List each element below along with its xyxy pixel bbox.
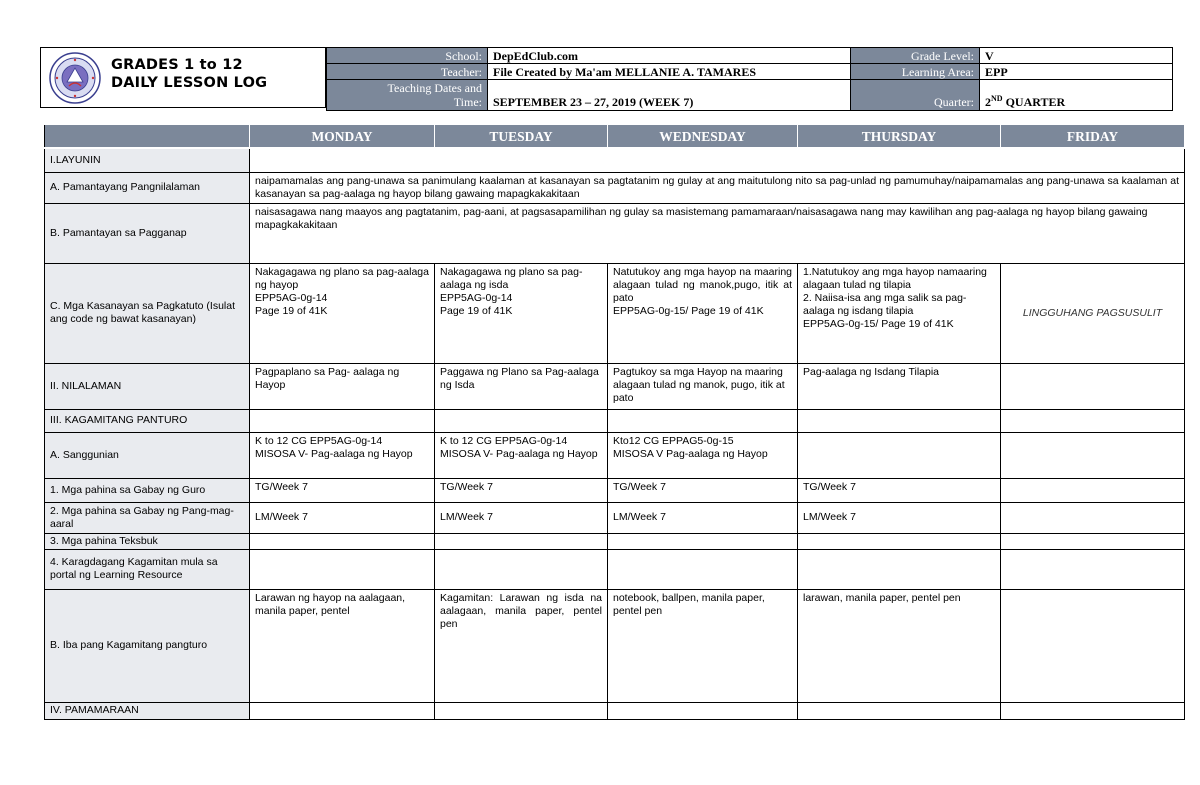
header-info-table (326, 47, 1173, 111)
kasanayan-wednesday-text: Natutukoy ang mga hayop na maaring alagaan tulad ng manok,pugo, itik at pato (613, 265, 792, 304)
row-label-teksbuk: 3. Mga pahina Teksbuk (45, 533, 250, 549)
teaching-dates-label (327, 80, 488, 111)
kasanayan-thursday-item2: 2. Naiisa-isa ang mga salik sa pag-aalaga ng isdang tilapia (803, 291, 967, 317)
teacher-value: File Created by Ma'am MELLANIE A. TAMARES (488, 64, 851, 80)
empty-cell (798, 533, 1001, 549)
kasanayan-wednesday-code: EPP5AG-0g-15/ Page 19 of 41K (613, 304, 764, 317)
row-label-pamamaraan: IV. PAMAMARAAN (45, 702, 250, 719)
teaching-dates-label-line2: Time: (453, 95, 482, 109)
kasanayan-tuesday-text: Nakagagawa ng plano sa pag-aalaga ng isda (440, 265, 583, 291)
quarter-number: 2 (985, 95, 991, 109)
pamantayan-sa-pagganap-text (250, 203, 1185, 263)
sanggunian-wednesday-line1: Kto12 CG EPPAG5-0g-15 (613, 434, 734, 447)
gabay-mag-aaral-monday: LM/Week 7 (250, 502, 435, 533)
layunin-content (250, 148, 1185, 172)
learning-area-value: EPP (980, 64, 1173, 80)
sanggunian-wednesday-line2: MISOSA V Pag-aalaga ng Hayop (613, 447, 768, 460)
grade-level-value: V (980, 48, 1173, 64)
empty-cell (1001, 502, 1185, 533)
sanggunian-tuesday (435, 432, 608, 478)
empty-cell (435, 702, 608, 719)
table-row (45, 263, 1185, 363)
sanggunian-monday-line2: MISOSA V- Pag-aalaga ng Hayop (255, 447, 413, 460)
day-header-row (45, 125, 1185, 149)
row-label-gabay-mag-aaral: 2. Mga pahina sa Gabay ng Pang-mag-aaral (45, 502, 250, 533)
sanggunian-monday-line1: K to 12 CG EPP5AG-0g-14 (255, 434, 383, 447)
nilalaman-tuesday: Paggawa ng Plano sa Pag-aalaga ng Isda (435, 363, 608, 409)
table-row (45, 148, 1185, 172)
row-label-gabay-guro: 1. Mga pahina sa Gabay ng Guro (45, 478, 250, 502)
kasanayan-wednesday (608, 263, 798, 363)
empty-cell (798, 549, 1001, 589)
empty-cell (435, 549, 608, 589)
empty-cell (1001, 533, 1185, 549)
day-header-friday: FRIDAY (1001, 125, 1185, 149)
kasanayan-tuesday-page: Page 19 of 41K (440, 304, 513, 317)
kasanayan-thursday-item1: 1.Natutukoy ang mga hayop namaaring alagaan tulad ng tilapia (803, 265, 987, 291)
sanggunian-wednesday (608, 432, 798, 478)
empty-cell (608, 533, 798, 549)
sanggunian-tuesday-line2: MISOSA V- Pag-aalaga ng Hayop (440, 447, 598, 460)
empty-cell (798, 702, 1001, 719)
gabay-mag-aaral-tuesday: LM/Week 7 (435, 502, 608, 533)
teaching-dates-value: SEPTEMBER 23 – 27, 2019 (WEEK 7) (488, 80, 851, 111)
day-header-tuesday: TUESDAY (435, 125, 608, 149)
school-label: School: (327, 48, 488, 64)
gabay-guro-tuesday: TG/Week 7 (435, 478, 608, 502)
gabay-guro-wednesday: TG/Week 7 (608, 478, 798, 502)
empty-cell (798, 432, 1001, 478)
day-header-thursday: THURSDAY (798, 125, 1001, 149)
empty-cell (250, 409, 435, 432)
nilalaman-thursday: Pag-aalaga ng Isdang Tilapia (798, 363, 1001, 409)
quarter-suffix: ND (991, 94, 1003, 103)
kasanayan-monday-page: Page 19 of 41K (255, 304, 328, 317)
quarter-value (980, 80, 1173, 111)
empty-cell (1001, 432, 1185, 478)
row-label-kagamitang-panturo: III. KAGAMITANG PANTURO (45, 409, 250, 432)
kasanayan-tuesday (435, 263, 608, 363)
kasanayan-monday-code: EPP5AG-0g-14 (255, 291, 328, 304)
row-label-iba-pang-kagamitan: B. Iba pang Kagamitang pangturo (45, 589, 250, 702)
teacher-label: Teacher: (327, 64, 488, 80)
kasanayan-tuesday-code: EPP5AG-0g-14 (440, 291, 513, 304)
empty-cell (1001, 589, 1185, 702)
pagganap-text-part2: mapagkakakitaan (255, 218, 338, 231)
iba-kagamitan-tuesday: Kagamitan: Larawan ng isda na aalagaan, manila paper, pentel pen (435, 589, 608, 702)
log-title-line1: GRADES 1 to 12 (111, 57, 243, 73)
iba-kagamitan-monday: Larawan ng hayop na aalagaan, manila paper, pentel (250, 589, 435, 702)
empty-cell (250, 549, 435, 589)
school-value: DepEdClub.com (488, 48, 851, 64)
quarter-word: QUARTER (1002, 95, 1066, 109)
iba-kagamitan-thursday: larawan, manila paper, pentel pen (798, 589, 1001, 702)
kasanayan-monday (250, 263, 435, 363)
header-title-box (40, 47, 326, 108)
row-label-sanggunian: A. Sanggunian (45, 432, 250, 478)
deped-seal-icon (49, 52, 101, 104)
row-label-karagdagang-kagamitan: 4. Karagdagang Kagamitan mula sa portal ng Learning Resource (45, 549, 250, 589)
empty-cell (435, 409, 608, 432)
table-row (45, 409, 1185, 432)
table-row (45, 549, 1185, 589)
empty-cell (1001, 478, 1185, 502)
kasanayan-monday-text: Nakagagawa ng plano sa pag-aalaga ng hayop (255, 265, 429, 291)
grade-level-label: Grade Level: (851, 48, 980, 64)
table-row (45, 478, 1185, 502)
quarter-label: Quarter: (851, 80, 980, 111)
gabay-mag-aaral-wednesday: LM/Week 7 (608, 502, 798, 533)
empty-cell (608, 409, 798, 432)
nilalaman-monday: Pagpaplano sa Pag- aalaga ng Hayop (250, 363, 435, 409)
iba-kagamitan-wednesday: notebook, ballpen, manila paper, pentel pen (608, 589, 798, 702)
table-row (45, 203, 1185, 263)
corner-cell (45, 125, 250, 149)
sanggunian-tuesday-line1: K to 12 CG EPP5AG-0g-14 (440, 434, 568, 447)
kasanayan-thursday (798, 263, 1001, 363)
learning-area-label: Learning Area: (851, 64, 980, 80)
empty-cell (250, 702, 435, 719)
empty-cell (608, 549, 798, 589)
gabay-guro-thursday: TG/Week 7 (798, 478, 1001, 502)
empty-cell (435, 533, 608, 549)
table-row (45, 702, 1185, 719)
nilalaman-friday (1001, 363, 1185, 409)
table-row (45, 432, 1185, 478)
day-header-wednesday: WEDNESDAY (608, 125, 798, 149)
pagganap-text-part1: naisasagawa nang maayos ang pagtatanim, pag-aani, at pagsasapamilihan ng gulay sa masistemang pamamaraan/naisasagawa nang may kawilihan ang pag-aalaga ng hayop bilang gawaing (255, 205, 1148, 218)
row-label-layunin: I.LAYUNIN (45, 148, 250, 172)
table-row (45, 533, 1185, 549)
nilalaman-wednesday: Pagtukoy sa mga Hayop na maaring alagaan tulad ng manok, pugo, itik at pato (608, 363, 798, 409)
sanggunian-monday (250, 432, 435, 478)
kasanayan-friday: LINGGUHANG PAGSUSULIT (1001, 263, 1185, 363)
table-row (45, 502, 1185, 533)
row-label-kasanayan: C. Mga Kasanayan sa Pagkatuto (Isulat ang code ng bawat kasanayan) (45, 263, 250, 363)
log-title (111, 56, 267, 92)
empty-cell (250, 533, 435, 549)
empty-cell (798, 409, 1001, 432)
row-label-pamantayang-pangnilalaman: A. Pamantayang Pangnilalaman (45, 172, 250, 203)
day-header-monday: MONDAY (250, 125, 435, 149)
empty-cell (1001, 409, 1185, 432)
log-title-line2: DAILY LESSON LOG (111, 75, 268, 91)
gabay-mag-aaral-thursday: LM/Week 7 (798, 502, 1001, 533)
empty-cell (1001, 702, 1185, 719)
empty-cell (1001, 549, 1185, 589)
kasanayan-thursday-code: EPP5AG-0g-15/ Page 19 of 41K (803, 317, 954, 330)
lesson-log-table (44, 124, 1185, 720)
table-row (45, 589, 1185, 702)
pamantayang-pangnilalaman-text: naipamamalas ang pang-unawa sa panimulang kaalaman at kasanayan sa pagtatanim ng gulay at ang maitutulong nito sa pag-unlad ng pamumuhay/naipamamalas ang pang-unawa sa kaalaman at kasanayan sa pag-aalaga ng hayop bilang gawaing mapagkakakitaan (250, 172, 1185, 203)
table-row (45, 172, 1185, 203)
teaching-dates-label-line1: Teaching Dates and (387, 81, 482, 95)
empty-cell (608, 702, 798, 719)
gabay-guro-monday: TG/Week 7 (250, 478, 435, 502)
table-row (45, 363, 1185, 409)
row-label-nilalaman: II. NILALAMAN (45, 363, 250, 409)
row-label-pamantayan-sa-pagganap: B. Pamantayan sa Pagganap (45, 203, 250, 263)
